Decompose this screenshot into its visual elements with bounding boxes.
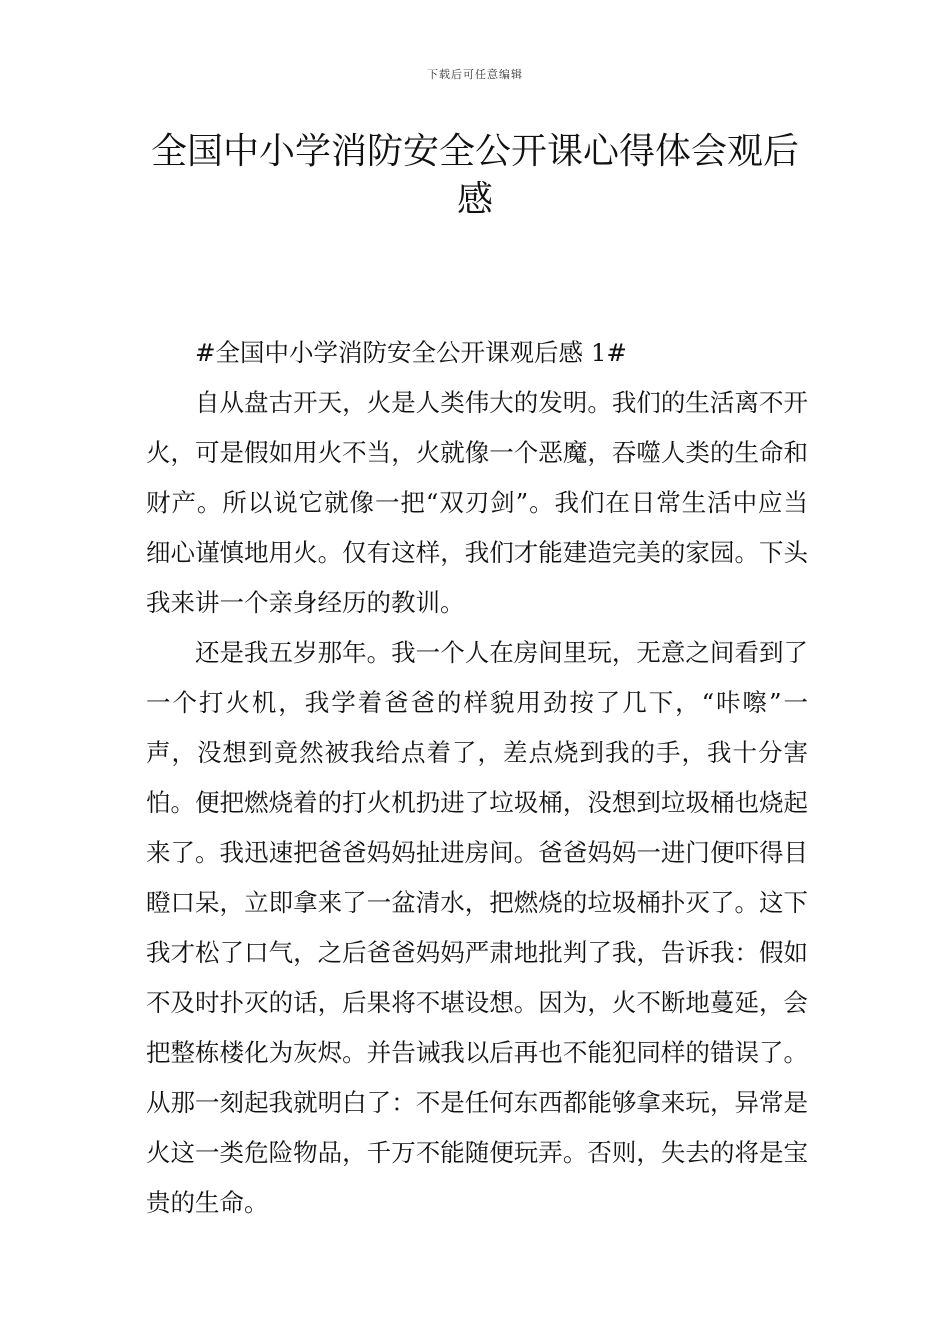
document-body [146, 328, 808, 1228]
paragraph-2: 还是我五岁那年。我一个人在房间里玩，无意之间看到了一个打火机，我学着爸爸的样貌用劲按了几下，“咔嚓”一声，没想到竟然被我给点着了，差点烧到我的手，我十分害怕。便把燃烧着的打火机扔进了垃圾桶，没想到垃圾桶也烧起来了。我迅速把爸爸妈妈扯进房间。爸爸妈妈一进门便吓得目瞪口呆，立即拿来了一盆清水，把燃烧的垃圾桶扑灭了。这下我才松了口气，之后爸爸妈妈严肃地批判了我，告诉我：假如不及时扑灭的话，后果将不堪设想。因为，火不断地蔓延，会把整栋楼化为灰烬。并告诫我以后再也不能犯同样的错误了。从那一刻起我就明白了：不是任何东西都能够拿来玩，异常是火这一类危险物品，千万不能随便玩弄。否则，失去的将是宝贵的生命。 [146, 638, 808, 1217]
header-note: 下载后可任意编辑 [427, 68, 523, 81]
paragraph-1: 自从盘古开天，火是人类伟大的发明。我们的生活离不开火，可是假如用火不当，火就像一个恶魔，吞噬人类的生命和财产。所以说它就像一把“双刃剑”。我们在日常生活中应当细心谨慎地用火。仅有这样，我们才能建造完美的家园。下头我来讲一个亲身经历的教训。 [146, 388, 808, 617]
section-heading: #全国中小学消防安全公开课观后感 1# [195, 338, 627, 367]
document-title: 全国中小学消防安全公开课心得体会观后感 [150, 131, 799, 220]
